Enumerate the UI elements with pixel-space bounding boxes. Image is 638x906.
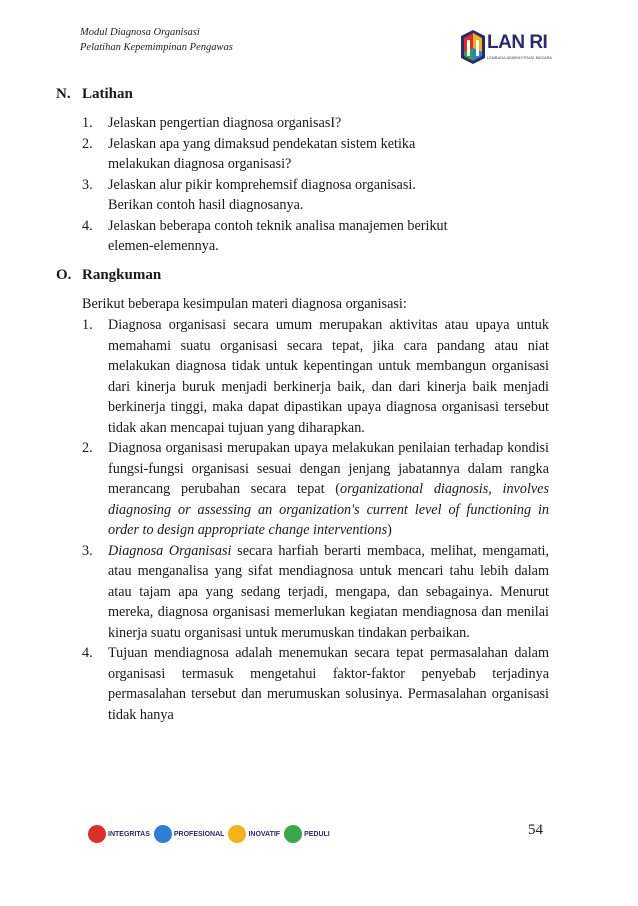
list-item: 2. Jelaskan apa yang dimaksud pendekatan sistem ketika melakukan diagnosa organisasi? (82, 135, 416, 172)
badge-integritas: INTEGRITAS (88, 825, 150, 843)
logo-text: LAN RI (487, 32, 548, 53)
running-header (80, 25, 233, 55)
section-title: Rangkuman (82, 267, 162, 283)
exercise-list (82, 113, 547, 257)
section-letter: O. (56, 267, 72, 283)
list-item: 3. Diagnosa Organisasi secara harfiah berarti membaca, melihat, mengamati, atau menganalisa yang sifat mendiagnosa untuk mencari tahu lebih dalam atau tajam apa yang sedang terjadi, mengapa, dan sebagainya. Menurut mereka, diagnosa organisasi memerlukan kegiatan mendiagnosa dan menilai kinerja suatu organisasi untuk merumuskan tindakan perbaikan. (82, 542, 550, 641)
list-item: 3. Jelaskan alur pikir komprehemsif diagnosa organisasi. Berikan contoh hasil diagnosanya. (82, 176, 416, 213)
core-values-strip (88, 820, 344, 848)
peduli-icon (284, 825, 302, 843)
badge-inovatif: INOVATIF (228, 825, 280, 843)
list-item: 1. Diagnosa organisasi secara umum merupakan aktivitas atau upaya untuk memahami suatu organisasi secara tepat, jika cara pandang atau niat melakukan diagnosa tidak untuk kepentingan untuk membangun organisasi dari kinerja buruk menjadi berkinerja baik, dan dari kinerja baik menjadi berkinerja tinggi, maka dapat dipastikan upaya diagnosa organisasi tersebut tidak akan mencapai tujuan yang diharapkan. (82, 317, 549, 436)
profesional-icon (154, 825, 172, 843)
list-item: 1. Jelaskan pengertian diagnosa organisasI? (82, 115, 342, 131)
list-item: 4. Tujuan mendiagnosa adalah menemukan secara tepat permasalahan dalam organisasi termasuk mengetahui faktor-faktor penyebab terjadinya permasalahan tersebut dan merumuskan solusinya. Permasalahan organisasi tidak hanya (82, 645, 549, 723)
section-title: Latihan (82, 86, 133, 102)
list-item: 2. Diagnosa organisasi merupakan upaya melakukan penilaian terhadap kondisi fungsi-fungsi organisasi sesuai dengan jenjang jabatannya dalam rangka merancang perubahan secara tepat (organizational diagnosis, involves diagnosing or assessing an organization's current level of functioning in order to design appropriate change interventions) (82, 440, 549, 538)
list-item: 4. Jelaskan beberapa contoh teknik analisa manajemen berikut elemen-elemennya. (82, 217, 448, 254)
logo-subtext: LEMBAGA ADMINISTRASI NEGARA (487, 56, 553, 60)
page-number: 54 (528, 822, 543, 838)
lightbulb-icon (228, 825, 246, 843)
section-heading-rangkuman (56, 267, 161, 284)
header-module-title: Modul Diagnosa Organisasi (80, 27, 200, 38)
summary-list (82, 315, 549, 725)
section-letter: N. (56, 86, 71, 102)
section-heading-latihan (56, 86, 133, 103)
badge-profesional: PROFESIONAL (154, 825, 225, 843)
summary-intro: Berikut beberapa kesimpulan materi diagnosa organisasi: (82, 296, 407, 312)
badge-peduli: PEDULI (284, 825, 330, 843)
header-course-title: Pelatihan Kepemimpinan Pengawas (80, 42, 233, 53)
integritas-icon (88, 825, 106, 843)
